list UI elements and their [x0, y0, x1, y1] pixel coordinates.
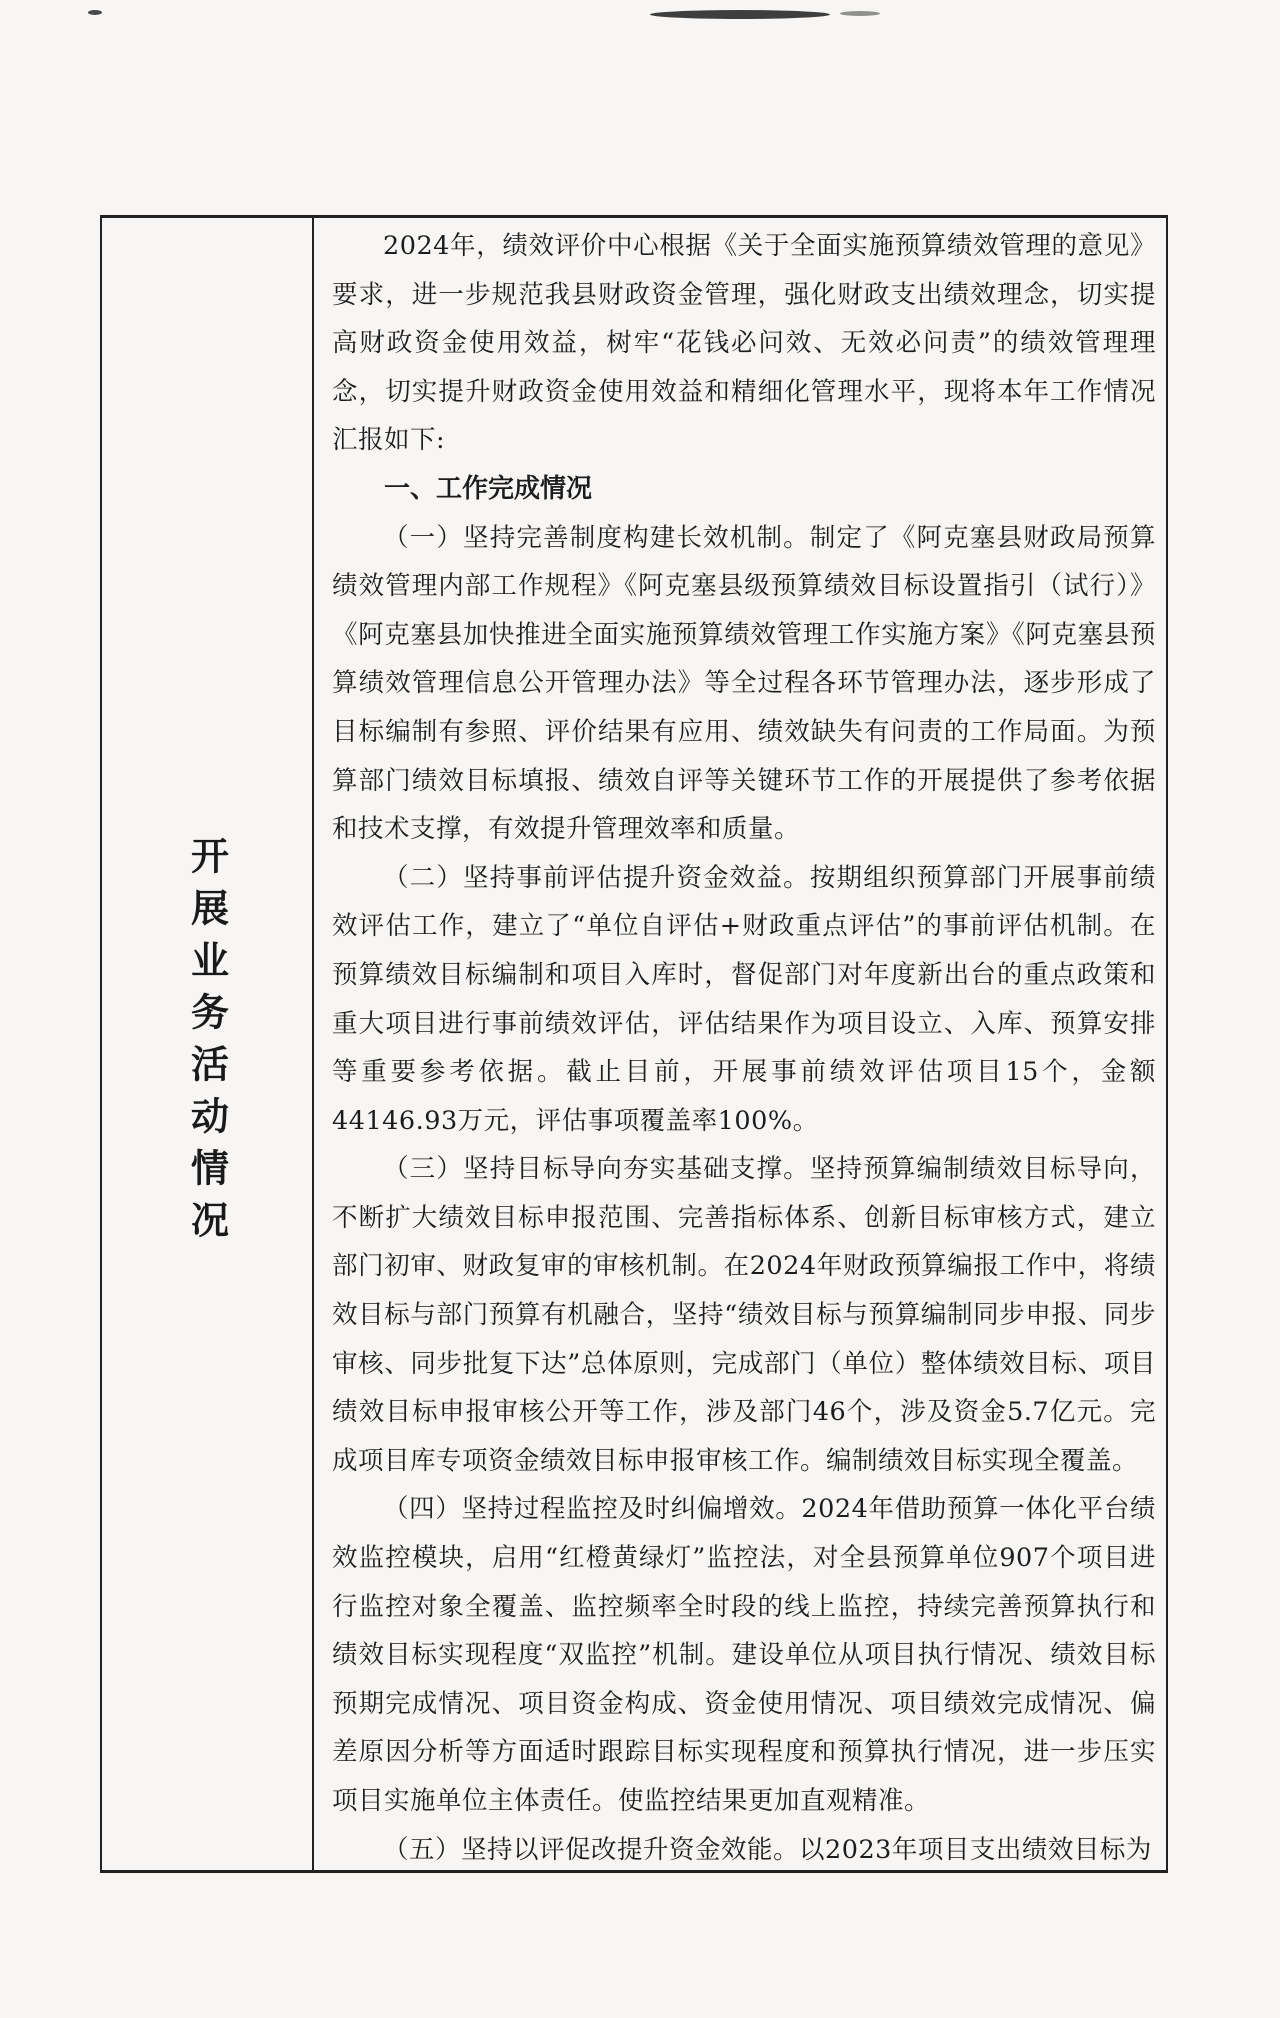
- row-label: 开展业务活动情况: [184, 836, 229, 1252]
- paragraph-1: （一）坚持完善制度构建长效机制。制定了《阿克塞县财政局预算绩效管理内部工作规程》《阿克塞县级预算绩效目标设置指引（试行）》《阿克塞县加快推进全面实施预算绩效管理工作实施方案》《阿克塞县预算绩效管理信息公开管理办法》等全过程各环节管理办法，逐步形成了目标编制有参照、评价结果有应用、绩效缺失有问责的工作局面。为预算部门绩效目标填报、绩效自评等关键环节工作的开展提供了参考依据和技术支撑，有效提升管理效率和质量。: [332, 522, 1156, 845]
- section-heading: 一、工作完成情况: [384, 473, 593, 504]
- paragraph-4: （四）坚持过程监控及时纠偏增效。2024年借助预算一体化平台绩效监控模块，启用“红橙黄绿灯”监控法，对全县预算单位907个项目进行监控对象全覆盖、监控频率全时段的线上监控，持续完善预算执行和绩效目标实现程度“双监控”机制。建设单位从项目执行情况、绩效目标预期完成情况、项目资金构成、资金使用情况、项目绩效完成情况、偏差原因分析等方面适时跟踪目标实现程度和预算执行情况，进一步压实项目实施单位主体责任。使监控结果更加直观精准。: [332, 1494, 1156, 1816]
- scan-artifact: [88, 10, 102, 15]
- scan-artifact: [650, 10, 830, 19]
- scan-artifact: [840, 11, 880, 16]
- content-cell: [314, 218, 1166, 1870]
- intro-paragraph: 2024年，绩效评价中心根据《关于全面实施预算绩效管理的意见》要求，进一步规范我县财政资金管理，强化财政支出绩效理念，切实提高财政资金使用效益，树牢“花钱必问效、无效必问责”的绩效管理理念，切实提升财政资金使用效益和精细化管理水平，现将本年工作情况汇报如下:: [332, 231, 1156, 456]
- paragraph-5: （五）坚持以评促改提升资金效能。以2023年项目支出绩效目标为: [383, 1834, 1152, 1865]
- paragraph-2: （二）坚持事前评估提升资金效益。按期组织预算部门开展事前绩效评估工作，建立了“单位自评估+财政重点评估”的事前评估机制。在预算绩效目标编制和项目入库时，督促部门对年度新出台的重点政策和重大项目进行事前绩效评估，评估结果作为项目设立、入库、预算安排等重要参考依据。截止目前，开展事前绩效评估项目15个，金额44146.93万元，评估事项覆盖率100%。: [332, 862, 1156, 1136]
- paragraph-3: （三）坚持目标导向夯实基础支撑。坚持预算编制绩效目标导向，不断扩大绩效目标申报范围、完善指标体系、创新目标审核方式，建立部门初审、财政复审的审核机制。在2024年财政预算编报工作中，将绩效目标与部门预算有机融合，坚持“绩效目标与预算编制同步申报、同步审核、同步批复下达”总体原则，完成部门（单位）整体绩效目标、项目绩效目标申报审核公开等工作，涉及部门46个，涉及资金5.7亿元。完成项目库专项资金绩效目标申报审核工作。编制绩效目标实现全覆盖。: [332, 1154, 1156, 1476]
- row-label-cell: [102, 218, 314, 1870]
- form-table: [100, 215, 1168, 1873]
